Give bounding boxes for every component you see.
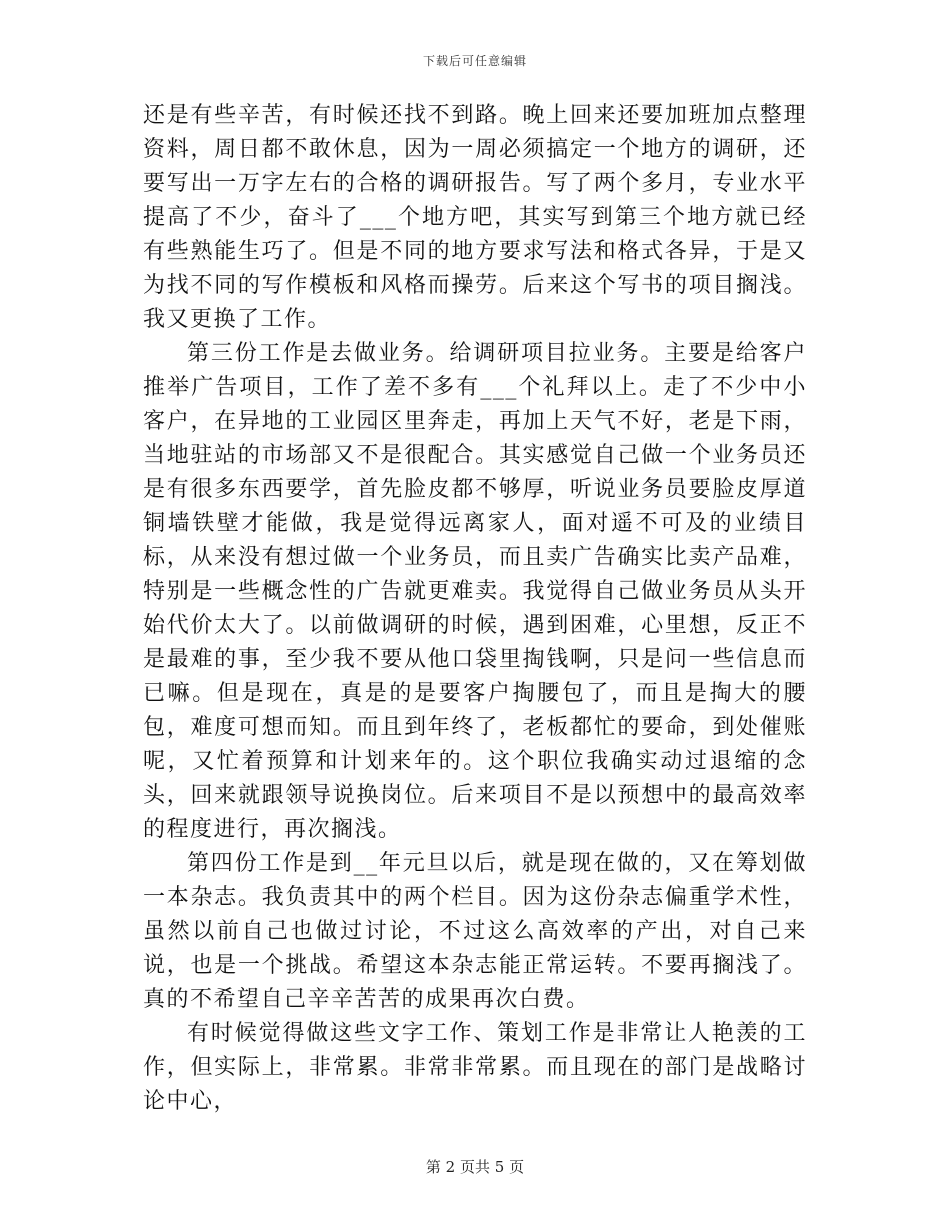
paragraph-third-job: 第三份工作是去做业务。给调研项目拉业务。主要是给客户推举广告项目，工作了差不多有___个礼拜以上。走了不少中小客户，在异地的工业园区里奔走，再加上天气不好，老是下雨，当地驻站的市场部又不是很配合。其实感觉自己做一个业务员还是有很多东西要学，首先脸皮都不够厚，听说业务员要脸皮厚道铜墙铁壁才能做，我是觉得远离家人，面对遥不可及的业绩目标，从来没有想过做一个业务员，而且卖广告确实比卖产品难，特别是一些概念性的广告就更难卖。我觉得自己做业务员从头开始代价太大了。以前做调研的时候，遇到困难，心里想，反正不是最难的事，至少我不要从他口袋里掏钱啊，只是问一些信息而已嘛。但是现在，真是的是要客户掏腰包了，而且是掏大的腰包，难度可想而知。而且到年终了，老板都忙的要命，到处催账呢，又忙着预算和计划来年的。这个职位我确实动过退缩的念头，回来就跟领导说换岗位。后来项目不是以预想中的最高效率的程度进行，再次搁浅。 xyxy=(143,341,807,842)
document-body xyxy=(143,99,807,1119)
page-number-footer: 第 2 页共 5 页 xyxy=(425,1158,525,1176)
paragraph-fourth-job: 第四份工作是到__年元旦以后，就是现在做的，又在筹划做一本杂志。我负责其中的两个栏目。因为这份杂志偏重学术性，虽然以前自己也做过讨论，不过这么高效率的产出，对自己来说，也是一个挑战。希望这本杂志能正常运转。不要再搁浅了。真的不希望自己辛辛苦苦的成果再次白费。 xyxy=(143,851,807,1012)
page-header: 下载后可任意编辑 xyxy=(422,54,527,68)
paragraph-continuation: 还是有些辛苦，有时候还找不到路。晚上回来还要加班加点整理资料，周日都不敢休息，因为一周必须搞定一个地方的调研，还要写出一万字左右的合格的调研报告。写了两个多月，专业水平提高了不少，奋斗了___个地方吧，其实写到第三个地方就已经有些熟能生巧了。但是不同的地方要求写法和格式各异，于是又为找不同的写作模板和风格而操劳。后来这个写书的项目搁浅。我又更换了工作。 xyxy=(143,103,807,332)
paragraph-reflection: 有时候觉得做这些文字工作、策划工作是非常让人艳羡的工作，但实际上，非常累。非常非常累。而且现在的部门是战略讨论中心， xyxy=(143,1021,807,1114)
